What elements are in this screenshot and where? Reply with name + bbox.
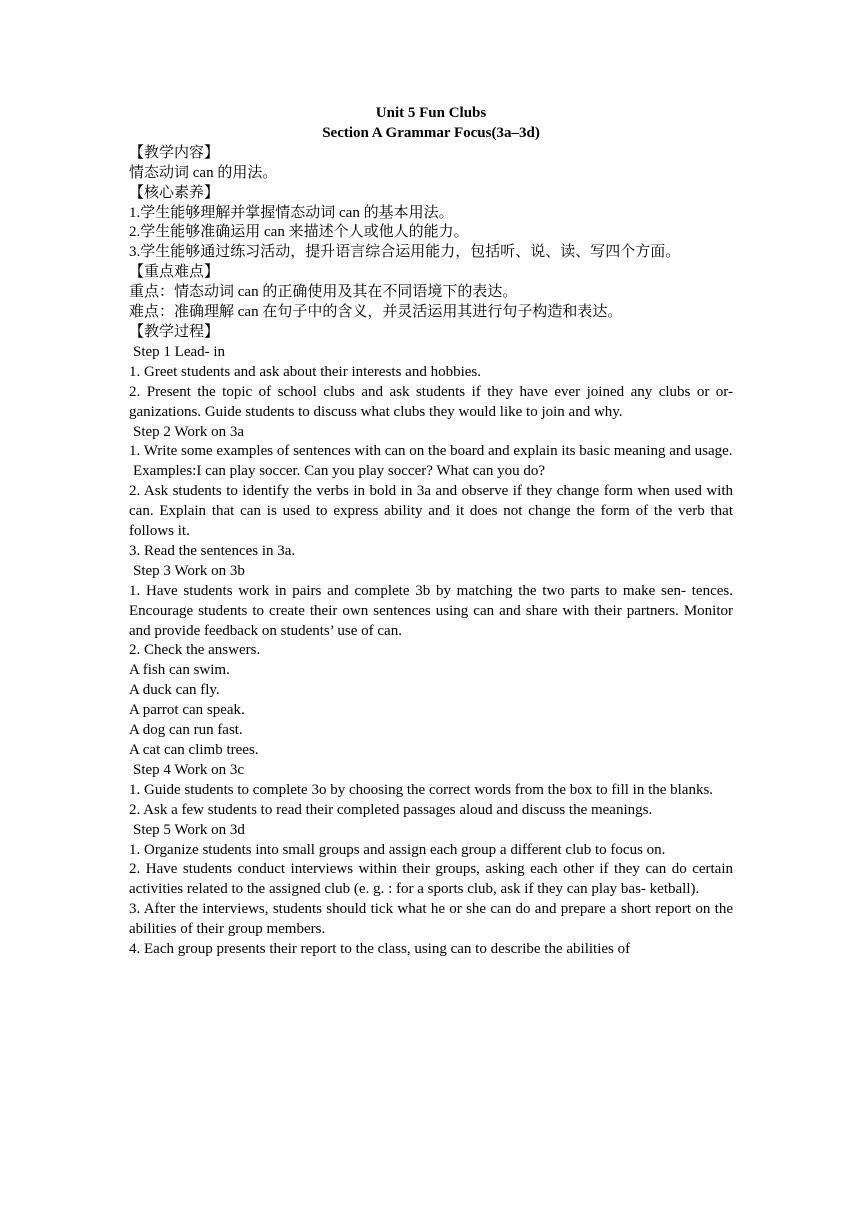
step-heading: Step 2 Work on 3a [133,423,245,440]
step-heading: Step 3 Work on 3b [133,562,245,579]
step-heading: Step 1 Lead- in [133,343,226,360]
paragraph: 4. Each group presents their report to the class, using can to describe the abilities of [129,941,631,958]
paragraph: 情态动词 can 的用法。 [129,164,278,181]
paragraph: 2. Check the answers. [129,642,261,659]
paragraph: 1. Write some examples of sentences with can on the board and explain its basic meaning and usage. [129,443,733,460]
answer-line: A duck can fly. [129,682,220,699]
paragraph: 1.学生能够理解并掌握情态动词 can 的基本用法。 [129,204,454,221]
paragraph: 1. Have students work in pairs and complete 3b by matching the two parts to make sen- tences. Encourage students to create their own sentences using can and share with their partners. Monitor and provide feedback on students’ use of can. [129,582,733,639]
answer-line: A parrot can speak. [129,702,245,719]
paragraph: 重点：情态动词 can 的正确使用及其在不同语境下的表达。 [129,284,518,301]
section-heading: 【重点难点】 [129,264,220,281]
answer-line: A fish can swim. [129,662,230,679]
paragraph: 2. Ask a few students to read their completed passages aloud and discuss the meanings. [129,801,653,818]
doc-subtitle: Section A Grammar Focus(3a–3d) [322,124,540,141]
doc-title: Unit 5 Fun Clubs [375,105,487,121]
step-heading: Step 4 Work on 3c [133,761,245,778]
paragraph: 3.学生能够通过练习活动，提升语言综合运用能力，包括听、说、读、写四个方面。 [129,244,681,261]
paragraph: 1. Guide students to complete 3o by choosing the correct words from the box to fill in the blanks. [129,781,714,798]
paragraph: Examples:I can play soccer. Can you play soccer? What can you do? [133,463,546,480]
paragraph: 3. After the interviews, students should tick what he or she can do and prepare a short report on the abilities of their group members. [129,901,733,938]
paragraph: 2.学生能够准确运用 can 来描述个人或他人的能力。 [129,224,469,241]
answer-line: A dog can run fast. [129,722,243,739]
section-heading: 【核心素养】 [129,184,220,201]
paragraph: 1. Organize students into small groups and assign each group a different club to focus on. [129,841,666,858]
answer-line: A cat can climb trees. [129,742,259,758]
section-heading: 【教学内容】 [129,144,220,161]
paragraph: 1. Greet students and ask about their interests and hobbies. [129,363,482,380]
paragraph: 2. Have students conduct interviews within their groups, asking each other if they can do certain activities related to the assigned club (e. g. : for a sports club, ask if they can play bas- ketball). [129,861,733,898]
step-heading: Step 5 Work on 3d [133,821,245,838]
paragraph: 2. Present the topic of school clubs and ask students if they have ever joined any clubs or or- ganizations. Guide students to discuss what clubs they would like to join and why. [129,383,733,420]
paragraph: 2. Ask students to identify the verbs in bold in 3a and observe if they change form when used with can. Explain that can is used to express ability and it does not change the form of the verb that follows it. [129,483,733,540]
section-heading: 【教学过程】 [129,323,220,340]
document-page [129,104,733,960]
paragraph: 难点：准确理解 can 在句子中的含义，并灵活运用其进行句子构造和表达。 [129,304,623,321]
paragraph: 3. Read the sentences in 3a. [129,542,296,559]
